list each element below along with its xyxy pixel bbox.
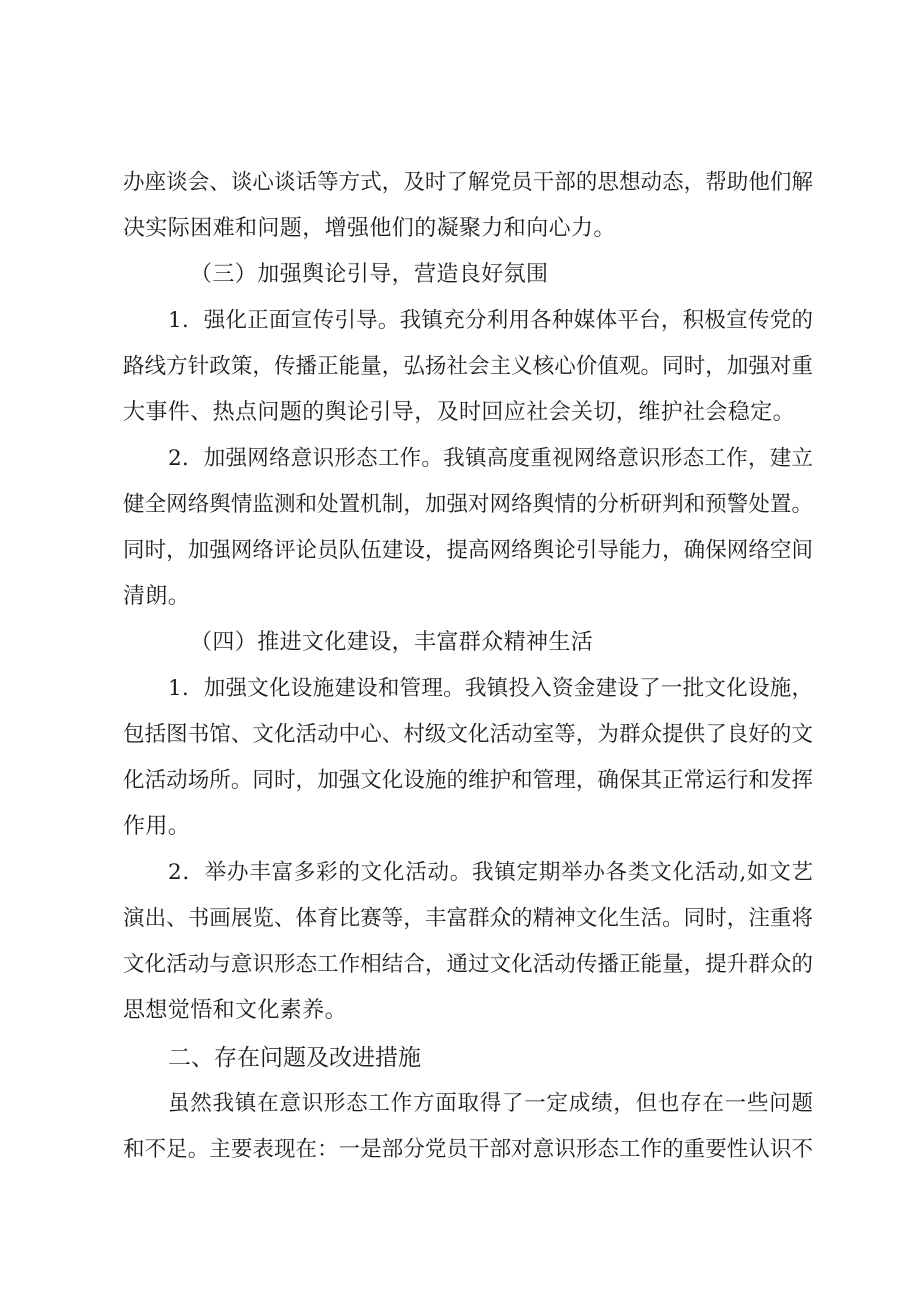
paragraph-line: 虽然我镇在意识形态工作方面取得了一定成绩，但也存在一些问题 xyxy=(168,1091,813,1116)
paragraph-line: 1．加强文化设施建设和管理。我镇投入资金建设了一批文化设施， xyxy=(168,676,813,701)
section-title-4: （四）推进文化建设，丰富群众精神生活 xyxy=(190,630,594,655)
paragraph-line: 文化活动与意识形态工作相结合，通过文化活动传播正能量，提升群众的 xyxy=(123,952,813,977)
paragraph-line: 2．加强网络意识形态工作。我镇高度重视网络意识形态工作，建立 xyxy=(168,446,813,471)
paragraph-line: 1．强化正面宣传引导。我镇充分利用各种媒体平台，积极宣传党的 xyxy=(168,308,813,333)
section-title-3: （三）加强舆论引导，营造良好氛围 xyxy=(190,262,549,287)
paragraph-line: 和不足。主要表现在：一是部分党员干部对意识形态工作的重要性认识不 xyxy=(123,1137,813,1162)
paragraph-line: 包括图书馆、文化活动中心、村级文化活动室等，为群众提供了良好的文 xyxy=(123,722,813,747)
paragraph-line: 清朗。 xyxy=(123,584,191,609)
paragraph-line: 健全网络舆情监测和处置机制，加强对网络舆情的分析研判和预警处置。 xyxy=(123,492,813,517)
section-heading: 二、存在问题及改进措施 xyxy=(168,1045,421,1071)
paragraph-line: 化活动场所。同时，加强文化设施的维护和管理，确保其正常运行和发挥 xyxy=(123,768,813,793)
paragraph-line: 决实际困难和问题，增强他们的凝聚力和向心力。 xyxy=(123,216,616,241)
paragraph-line: 2．举办丰富多彩的文化活动。我镇定期举办各类文化活动,如文艺 xyxy=(168,860,813,885)
paragraph-line: 演出、书画展览、体育比赛等，丰富群众的精神文化生活。同时，注重将 xyxy=(123,906,813,931)
paragraph-line: 路线方针政策，传播正能量，弘扬社会主义核心价值观。同时，加强对重 xyxy=(123,354,813,379)
paragraph-line: 思想觉悟和文化素养。 xyxy=(123,998,348,1023)
paragraph-line: 办座谈会、谈心谈话等方式，及时了解党员干部的思想动态，帮助他们解 xyxy=(123,170,813,195)
paragraph-line: 大事件、热点问题的舆论引导，及时回应社会关切，维护社会稳定。 xyxy=(123,400,796,425)
paragraph-line: 作用。 xyxy=(123,814,191,839)
paragraph-line: 同时，加强网络评论员队伍建设，提高网络舆论引导能力，确保网络空间 xyxy=(123,538,813,563)
